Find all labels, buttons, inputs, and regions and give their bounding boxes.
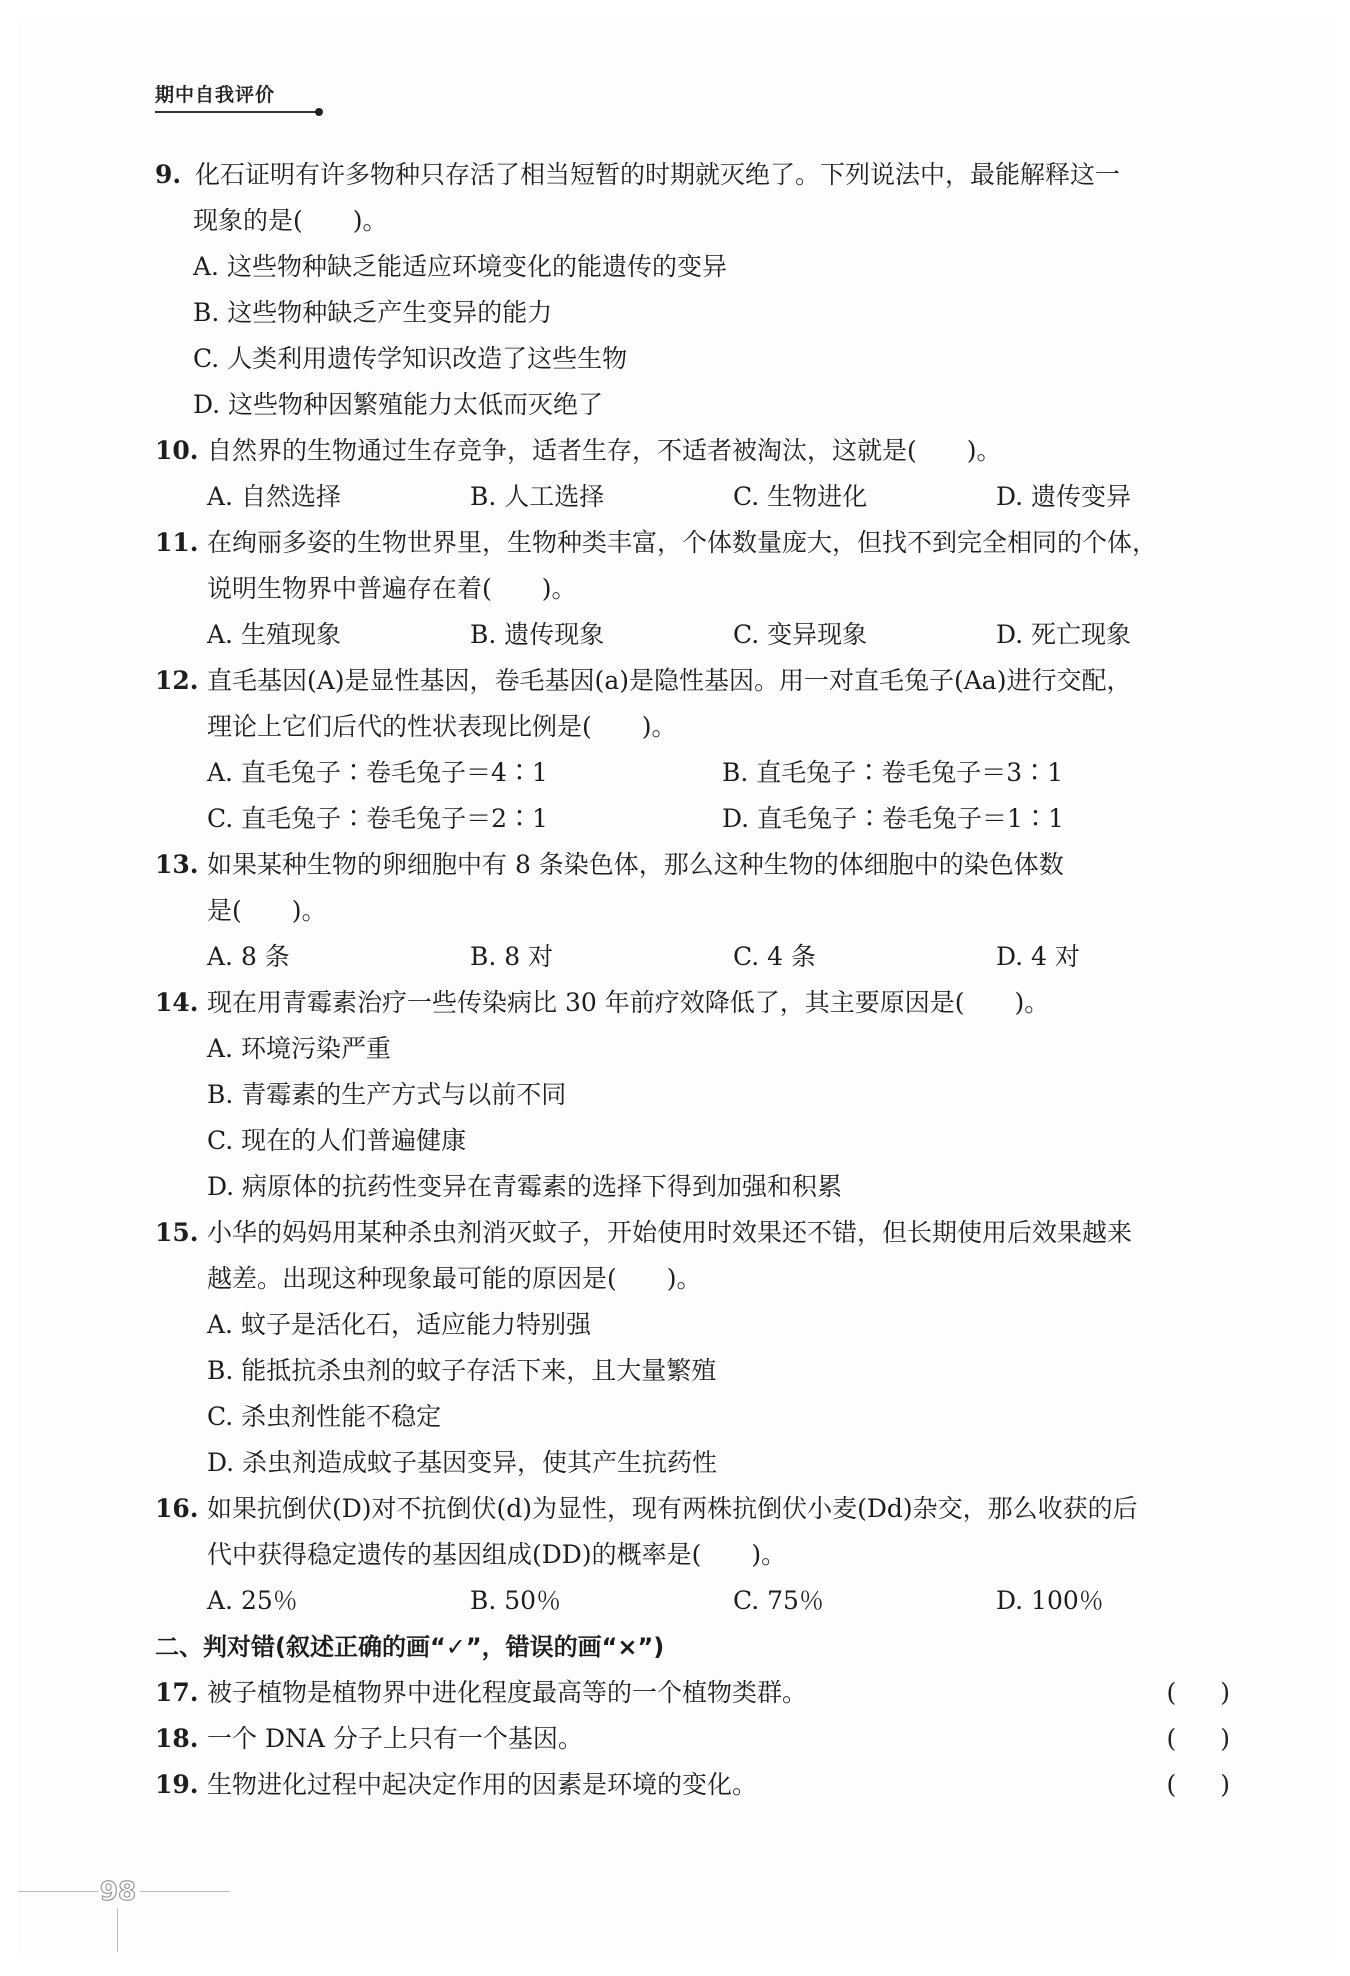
question-10-options <box>155 474 1230 520</box>
question-12-options-cd <box>155 796 1230 842</box>
option-a: A. 8 条 <box>207 942 290 971</box>
question-13-stem <box>155 842 1230 888</box>
question-9-option-b: B. 这些物种缺乏产生变异的能力 <box>193 298 553 327</box>
question-15-stem <box>155 1210 1230 1256</box>
question-16-stem-cont: 代中获得稳定遗传的基因组成(DD)的概率是( )。 <box>207 1540 787 1569</box>
option-d: D. 遗传变异 <box>996 482 1132 511</box>
option-c: C. 变异现象 <box>733 620 868 649</box>
question-15-stem-cont: 越差。出现这种现象最可能的原因是( )。 <box>207 1264 702 1293</box>
header-dot <box>315 108 323 116</box>
section-title: 二、判对错(叙述正确的画“✓”，错误的画“×”) <box>155 1633 665 1661</box>
question-12-stem-cont: 理论上它们后代的性状表现比例是( )。 <box>207 712 677 741</box>
question-11-stem <box>155 520 1230 566</box>
question-15-option-b: B. 能抵抗杀虫剂的蚊子存活下来，且大量繁殖 <box>207 1356 717 1385</box>
option-a: A. 生殖现象 <box>207 620 341 649</box>
question-text: 自然界的生物通过生存竞争，适者生存，不适者被淘汰，这就是( )。 <box>207 436 1002 465</box>
question-9-stem <box>155 152 1230 198</box>
header-title: 期中自我评价 <box>155 84 276 106</box>
question-16-options <box>155 1578 1230 1624</box>
question-text: 一个 DNA 分子上只有一个基因。 <box>207 1724 583 1753</box>
page-header <box>155 80 275 107</box>
option-d: D. 100％ <box>996 1586 1104 1615</box>
footer-rule-left <box>18 1891 98 1892</box>
option-b: B. 8 对 <box>470 942 554 971</box>
question-number: 13. <box>155 850 199 879</box>
question-9-option-a: A. 这些物种缺乏能适应环境变化的能遗传的变异 <box>193 252 727 281</box>
question-number: 19. <box>155 1770 199 1799</box>
question-15-option-a: A. 蚊子是活化石，适应能力特别强 <box>207 1310 591 1339</box>
question-14-stem <box>155 980 1230 1026</box>
question-text: 如果抗倒伏(D)对不抗倒伏(d)为显性，现有两株抗倒伏小麦(Dd)杂交，那么收获的后 <box>207 1494 1138 1523</box>
footer-rule-right <box>140 1891 230 1892</box>
answer-blank[interactable]: ( ) <box>1166 1724 1230 1753</box>
question-9-option-c: C. 人类利用遗传学知识改造了这些生物 <box>193 344 628 373</box>
question-16-stem <box>155 1486 1230 1532</box>
question-15-option-d: D. 杀虫剂造成蚊子基因变异，使其产生抗药性 <box>207 1448 718 1477</box>
question-list <box>155 152 1230 1808</box>
option-c: C. 75％ <box>733 1586 824 1615</box>
option-d: D. 死亡现象 <box>996 620 1132 649</box>
footer-vertical-rule <box>117 1908 118 1952</box>
question-number: 12. <box>155 666 199 695</box>
question-number: 9. <box>155 160 182 189</box>
option-a: A. 25％ <box>207 1586 298 1615</box>
question-13-stem-cont: 是( )。 <box>207 896 327 925</box>
question-number: 17. <box>155 1678 199 1707</box>
question-10-stem <box>155 428 1230 474</box>
question-9-option-d: D. 这些物种因繁殖能力太低而灭绝了 <box>193 390 604 419</box>
question-12-options-ab <box>155 750 1230 796</box>
option-a: A. 自然选择 <box>207 482 341 511</box>
question-14-option-b: B. 青霉素的生产方式与以前不同 <box>207 1080 567 1109</box>
option-b: B. 直毛兔子∶卷毛兔子＝3∶1 <box>722 758 1064 787</box>
option-b: B. 人工选择 <box>470 482 605 511</box>
question-12-stem <box>155 658 1230 704</box>
option-c: C. 生物进化 <box>733 482 868 511</box>
answer-blank[interactable]: ( ) <box>1166 1678 1230 1707</box>
option-a: A. 直毛兔子∶卷毛兔子＝4∶1 <box>207 758 548 787</box>
header-rule <box>155 111 317 113</box>
question-number: 14. <box>155 988 199 1017</box>
question-number: 15. <box>155 1218 199 1247</box>
page-number: 98 <box>99 1877 137 1907</box>
question-11-options <box>155 612 1230 658</box>
question-number: 11. <box>155 528 199 557</box>
option-c: C. 直毛兔子∶卷毛兔子＝2∶1 <box>207 804 548 833</box>
question-text: 现在用青霉素治疗一些传染病比 30 年前疗效降低了，其主要原因是( )。 <box>207 988 1050 1017</box>
question-14-option-d: D. 病原体的抗药性变异在青霉素的选择下得到加强和积累 <box>207 1172 843 1201</box>
question-text: 小华的妈妈用某种杀虫剂消灭蚊子，开始使用时效果还不错，但长期使用后效果越来 <box>207 1218 1133 1247</box>
question-text: 在绚丽多姿的生物世界里，生物种类丰富，个体数量庞大，但找不到完全相同的个体， <box>207 528 1158 557</box>
option-b: B. 50％ <box>470 1586 562 1615</box>
question-number: 16. <box>155 1494 199 1523</box>
question-text: 如果某种生物的卵细胞中有 8 条染色体，那么这种生物的体细胞中的染色体数 <box>207 850 1064 879</box>
question-17 <box>155 1670 1230 1716</box>
question-number: 10. <box>155 436 199 465</box>
question-9-stem-cont: 现象的是( )。 <box>193 206 388 235</box>
question-18 <box>155 1716 1230 1762</box>
question-13-options <box>155 934 1230 980</box>
option-b: B. 遗传现象 <box>470 620 605 649</box>
question-text: 生物进化过程中起决定作用的因素是环境的变化。 <box>207 1770 758 1799</box>
option-d: D. 4 对 <box>996 942 1080 971</box>
question-14-option-c: C. 现在的人们普遍健康 <box>207 1126 467 1155</box>
question-11-stem-cont: 说明生物界中普遍存在着( )。 <box>207 574 577 603</box>
question-14-option-a: A. 环境污染严重 <box>207 1034 391 1063</box>
question-text: 化石证明有许多物种只存活了相当短暂的时期就灭绝了。下列说法中，最能解释这一 <box>195 160 1121 189</box>
question-19 <box>155 1762 1230 1808</box>
option-c: C. 4 条 <box>733 942 816 971</box>
option-d: D. 直毛兔子∶卷毛兔子＝1∶1 <box>722 804 1064 833</box>
question-number: 18. <box>155 1724 199 1753</box>
question-text: 直毛基因(A)是显性基因，卷毛基因(a)是隐性基因。用一对直毛兔子(Aa)进行交配， <box>207 666 1132 695</box>
question-text: 被子植物是植物界中进化程度最高等的一个植物类群。 <box>207 1678 808 1707</box>
question-15-option-c: C. 杀虫剂性能不稳定 <box>207 1402 442 1431</box>
answer-blank[interactable]: ( ) <box>1166 1770 1230 1799</box>
